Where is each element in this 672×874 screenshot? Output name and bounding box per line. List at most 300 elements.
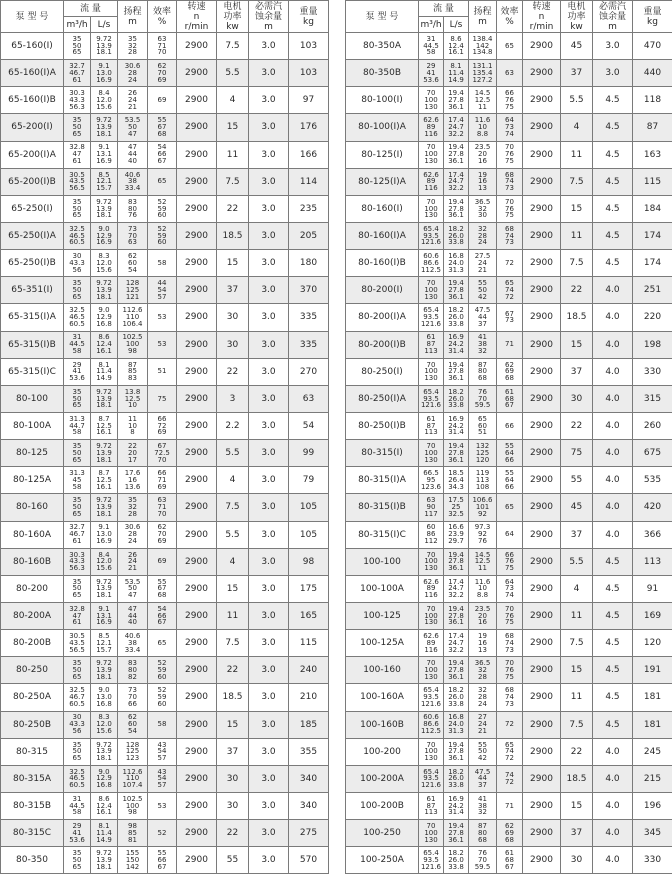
pump-spec-table-right [345,0,672,874]
col-weight [633,1,672,33]
efficiency-value-cell [497,575,523,602]
efficiency-value-cell [148,548,177,575]
head-value: 119 [469,470,496,477]
weight-value-cell [289,494,329,521]
flow-ls-value-cell [91,304,118,331]
efficiency-value: 53 [148,314,176,321]
efficiency-value: 44 [148,280,176,287]
table-row [1,575,329,602]
flow-m3h-value: 32.7 [64,63,90,70]
pump-model: 80-315(I) [361,448,403,458]
efficiency-value: 71 [148,504,176,511]
head-value: 32 [118,504,147,511]
flow-ls-value: 11.4 [91,368,117,375]
head-value: 36.5 [469,660,496,667]
npsh-value: 3.0 [261,557,275,567]
npsh-value-cell [593,494,633,521]
efficiency-value-cell [148,684,177,711]
speed-value-cell [177,467,217,494]
motor-power-value: 15 [227,584,238,594]
pump-model: 80-160A [13,530,51,540]
weight-value-cell [289,412,329,439]
head-value: 106.4 [118,321,147,328]
pump-model-cell [1,60,64,87]
efficiency-value: 68 [148,131,176,138]
efficiency-value: 69 [148,558,176,565]
flow-m3h-value: 58 [64,809,90,816]
flow-ls-value: 19.4 [444,660,468,667]
flow-ls-value: 31.3 [444,728,468,735]
head-value: 28 [469,694,496,701]
table-row [1,250,329,277]
weight-value: 340 [300,774,317,784]
npsh-value: 4.0 [605,312,619,322]
pump-model: 65-200(I) [11,122,53,132]
flow-ls-value-cell [91,738,118,765]
pump-model: 80-100(I)A [358,122,406,132]
head-value: 38 [118,640,147,647]
flow-ls-value: 19.4 [444,823,468,830]
flow-ls-value: 16.9 [91,619,117,626]
efficiency-value: 72 [497,260,522,267]
flow-ls-value-cell [91,250,118,277]
npsh-value: 4.0 [605,747,619,757]
speed-value: 2900 [185,530,208,540]
flow-ls-value-cell [91,657,118,684]
speed-value-cell [523,304,561,331]
npsh-value-cell [593,657,633,684]
flow-m3h-value-cell [419,168,444,195]
flow-m3h-value: 50 [64,450,90,457]
motor-power-value: 5.5 [225,530,239,540]
flow-ls-value: 9.72 [91,742,117,749]
npsh-value-cell [593,548,633,575]
weight-value-cell [633,684,672,711]
efficiency-value: 73 [497,647,522,654]
flow-m3h-value-cell [419,657,444,684]
col-speed [177,1,217,33]
motor-power-value: 15 [571,340,582,350]
motor-power-value-cell [561,765,593,792]
head-value: 32 [469,226,496,233]
weight-value: 245 [644,747,661,757]
motor-power-value: 15 [227,258,238,268]
flow-ls-value: 14.9 [91,375,117,382]
pump-model-cell [1,168,64,195]
flow-ls-value: 12.9 [91,233,117,240]
motor-power-value-cell [217,168,249,195]
efficiency-value: 72 [148,423,176,430]
flow-m3h-value: 30.5 [64,172,90,179]
weight-value: 191 [644,665,661,675]
pump-model-cell [346,60,419,87]
head-value: 10 [469,585,496,592]
table-row [346,277,672,304]
flow-m3h-value-cell [64,250,91,277]
motor-power-value-cell [217,87,249,114]
flow-ls-value: 32.2 [444,647,468,654]
efficiency-value-cell [148,277,177,304]
head-value: 106.6 [469,497,496,504]
pump-model: 80-350B [363,68,401,78]
flow-m3h-value-cell [64,60,91,87]
motor-power-value: 22 [227,665,238,675]
flow-ls-value: 9.72 [91,443,117,450]
motor-power-value-cell [561,792,593,819]
flow-ls-value-cell [444,602,469,629]
motor-power-value-cell [217,548,249,575]
head-value: 54 [118,267,147,274]
motor-power-value-cell [561,277,593,304]
npsh-value-cell [249,385,289,412]
flow-m3h-value: 35 [64,497,90,504]
npsh-value: 3.0 [261,177,275,187]
head-value: 12.5 [469,97,496,104]
head-value-cell [469,250,497,277]
flow-m3h-value-cell [419,467,444,494]
head-value: 80 [469,830,496,837]
head-value: 50 [469,287,496,294]
flow-m3h-value: 31 [64,334,90,341]
head-value: 131.1 [469,63,496,70]
pump-model: 80-100A [13,421,51,431]
motor-power-value-cell [217,60,249,87]
flow-m3h-value: 65.4 [419,687,443,694]
motor-power-value: 30 [227,801,238,811]
head-value: 28 [118,70,147,77]
npsh-value: 4.5 [605,204,619,214]
flow-ls-value: 8.4 [91,90,117,97]
efficiency-value: 68 [497,837,522,844]
efficiency-value: 68 [148,592,176,599]
speed-value-cell [177,222,217,249]
weight-value: 330 [644,367,661,377]
flow-m3h-value: 35 [64,199,90,206]
motor-power-value-cell [217,412,249,439]
weight-value-cell [633,711,672,738]
flow-ls-value: 27.8 [444,748,468,755]
head-value: 17.6 [118,470,147,477]
weight-value-cell [289,331,329,358]
efficiency-value: 69 [148,429,176,436]
flow-m3h-value-cell [64,548,91,575]
flow-ls-value: 13.1 [91,151,117,158]
speed-value: 2900 [185,638,208,648]
header-npsh-unit: m [593,22,632,32]
head-value-cell [118,575,148,602]
efficiency-value: 65 [497,742,522,749]
pump-model: 100-200 [363,747,401,757]
weight-value: 181 [644,720,661,730]
header-speed-unit: r/min [177,22,216,32]
weight-value: 215 [644,774,661,784]
flow-ls-value-cell [444,412,469,439]
head-value: 125 [118,748,147,755]
npsh-value: 4.5 [605,665,619,675]
head-value-cell [118,684,148,711]
motor-power-value-cell [217,141,249,168]
header-speed-label: 转速 [177,2,216,12]
flow-m3h-value: 60.5 [64,321,90,328]
efficiency-value-cell [497,33,523,60]
npsh-value-cell [593,602,633,629]
npsh-value: 3.0 [261,448,275,458]
flow-m3h-value: 93.5 [419,775,443,782]
flow-ls-value: 17.4 [444,633,468,640]
motor-power-value-cell [561,521,593,548]
efficiency-value: 73 [497,185,522,192]
flow-ls-value: 13.9 [91,43,117,50]
efficiency-value-cell [148,331,177,358]
flow-ls-value-cell [444,738,469,765]
head-value-cell [118,820,148,847]
npsh-value: 3.0 [261,855,275,865]
table-body [1,33,329,874]
flow-ls-value: 13.0 [91,694,117,701]
weight-value: 98 [303,557,314,567]
head-value-cell [469,548,497,575]
weight-value: 115 [300,638,317,648]
weight-value: 205 [300,231,317,241]
efficiency-value-cell [148,657,177,684]
speed-value-cell [523,738,561,765]
flow-ls-value-cell [91,548,118,575]
flow-m3h-value-cell [64,412,91,439]
flow-ls-value-cell [444,765,469,792]
pump-model-cell [346,412,419,439]
head-value: 32 [118,43,147,50]
head-value-cell [469,521,497,548]
flow-m3h-value: 121.6 [419,321,443,328]
head-value-cell [118,548,148,575]
flow-m3h-value: 130 [419,565,443,572]
npsh-value-cell [249,847,289,874]
flow-ls-value: 9.1 [91,63,117,70]
weight-value-cell [633,277,672,304]
efficiency-value: 52 [148,687,176,694]
flow-m3h-value: 100 [419,368,443,375]
flow-m3h-value: 70 [419,823,443,830]
npsh-value: 3.0 [605,68,619,78]
flow-m3h-value-cell [64,114,91,141]
weight-value-cell [633,60,672,87]
flow-ls-value: 16.9 [444,416,468,423]
weight-value-cell [633,602,672,629]
head-value: 13.8 [118,389,147,396]
flow-m3h-value-cell [419,304,444,331]
flow-ls-value: 8.6 [91,796,117,803]
flow-ls-value-cell [444,792,469,819]
pump-model: 100-200A [360,774,404,784]
efficiency-value: 70 [497,144,522,151]
motor-power-value-cell [217,847,249,874]
motor-power-value-cell [561,575,593,602]
table-row [346,141,672,168]
flow-ls-value: 16.8 [91,321,117,328]
weight-value: 79 [303,475,314,485]
pump-model: 80-200A [13,611,51,621]
flow-m3h-value-cell [64,222,91,249]
motor-power-value-cell [217,250,249,277]
speed-value-cell [523,711,561,738]
efficiency-value-cell [148,820,177,847]
npsh-value: 4.0 [605,448,619,458]
flow-m3h-value: 65 [64,212,90,219]
flow-m3h-value: 100 [419,97,443,104]
flow-ls-value: 12.1 [91,178,117,185]
speed-value-cell [177,820,217,847]
head-value: 125 [118,287,147,294]
speed-value: 2900 [530,340,553,350]
speed-value-cell [523,684,561,711]
flow-m3h-value: 70 [419,144,443,151]
pump-model-cell [1,711,64,738]
pump-model-cell [346,684,419,711]
flow-m3h-value-cell [64,304,91,331]
head-value: 23.5 [469,606,496,613]
head-value-cell [118,33,148,60]
pump-model: 80-160 [16,502,48,512]
speed-value: 2900 [530,530,553,540]
weight-value-cell [289,60,329,87]
npsh-value-cell [593,440,633,467]
flow-ls-value: 15.6 [91,267,117,274]
npsh-value-cell [593,277,633,304]
speed-value-cell [523,792,561,819]
header-flow-unit-ls: L/s [450,20,463,30]
efficiency-value: 58 [148,721,176,728]
head-value: 98 [118,348,147,355]
efficiency-value-cell [497,385,523,412]
pump-model: 100-160B [360,720,404,730]
flow-ls-value-cell [444,847,469,874]
flow-ls-value: 18.2 [444,687,468,694]
motor-power-value: 37 [571,367,582,377]
pump-model-cell [1,412,64,439]
head-value: 87 [469,823,496,830]
efficiency-value: 65 [148,178,176,185]
flow-m3h-value: 66.5 [419,470,443,477]
head-value: 76 [469,389,496,396]
flow-ls-value: 9.72 [91,389,117,396]
weight-value-cell [633,792,672,819]
weight-value-cell [633,141,672,168]
head-value: 125 [469,450,496,457]
head-value-cell [118,277,148,304]
weight-value-cell [633,385,672,412]
pump-model-cell [346,630,419,657]
speed-value: 2900 [185,95,208,105]
npsh-value-cell [249,630,289,657]
flow-m3h-value: 50 [64,748,90,755]
head-value: 59.5 [469,864,496,871]
efficiency-value: 64 [497,477,522,484]
efficiency-value-cell [148,222,177,249]
weight-value: 165 [300,611,317,621]
flow-m3h-value: 93.5 [419,233,443,240]
pump-model: 80-250A [13,692,51,702]
pump-model-cell [1,358,64,385]
flow-ls-value-cell [91,141,118,168]
flow-m3h-value: 70 [419,362,443,369]
motor-power-value: 11 [227,611,238,621]
head-value: 60 [469,423,496,430]
weight-value: 335 [300,340,317,350]
head-value: 21 [469,728,496,735]
header-model-label: 泵 型 号 [366,12,399,22]
efficiency-value: 65 [148,640,176,647]
header-model-label: 泵 型 号 [16,12,49,22]
flow-m3h-value: 60.6 [419,253,443,260]
head-value: 107.4 [118,782,147,789]
speed-value-cell [523,602,561,629]
npsh-value-cell [593,358,633,385]
npsh-value-cell [593,521,633,548]
flow-m3h-value-cell [419,33,444,60]
flow-m3h-value: 65 [64,674,90,681]
flow-ls-value: 19.4 [444,443,468,450]
npsh-value-cell [593,250,633,277]
pump-model-cell [1,467,64,494]
pump-model-cell [1,277,64,304]
flow-m3h-value: 130 [419,375,443,382]
flow-ls-value: 19.4 [444,199,468,206]
speed-value: 2900 [185,475,208,485]
pump-model-cell [346,847,419,874]
motor-power-value-cell [561,711,593,738]
flow-m3h-value: 89 [419,124,443,131]
table-row [346,792,672,819]
npsh-value: 3.0 [261,638,275,648]
flow-m3h-value: 58 [419,49,443,56]
flow-m3h-value: 121.6 [419,782,443,789]
npsh-value: 3.0 [261,204,275,214]
speed-value-cell [523,141,561,168]
weight-value: 87 [647,122,658,132]
flow-ls-value: 24.7 [444,585,468,592]
flow-m3h-value: 41 [64,830,90,837]
flow-m3h-value: 58 [64,429,90,436]
head-value-cell [118,602,148,629]
flow-ls-value: 12.4 [444,43,468,50]
weight-value: 335 [300,312,317,322]
flow-ls-value: 16.8 [91,782,117,789]
table-row [1,87,329,114]
efficiency-value: 55 [148,579,176,586]
motor-power-value-cell [561,141,593,168]
speed-value: 2900 [185,801,208,811]
head-value: 41 [469,796,496,803]
npsh-value: 4.5 [605,557,619,567]
flow-ls-value: 27.8 [444,206,468,213]
motor-power-value-cell [561,467,593,494]
table-row [346,711,672,738]
header-efficiency-label: 效率 [148,7,176,17]
flow-m3h-value-cell [419,385,444,412]
head-value: 121 [118,294,147,301]
pump-model: 100-160A [360,692,404,702]
npsh-value-cell [593,60,633,87]
efficiency-value: 43 [148,769,176,776]
efficiency-value-cell [148,738,177,765]
efficiency-value-cell [497,711,523,738]
head-value: 60 [118,721,147,728]
flow-ls-value: 26.0 [444,694,468,701]
head-value: 11 [469,104,496,111]
weight-value-cell [633,657,672,684]
flow-ls-value: 18.2 [444,226,468,233]
flow-ls-value: 13.9 [91,504,117,511]
